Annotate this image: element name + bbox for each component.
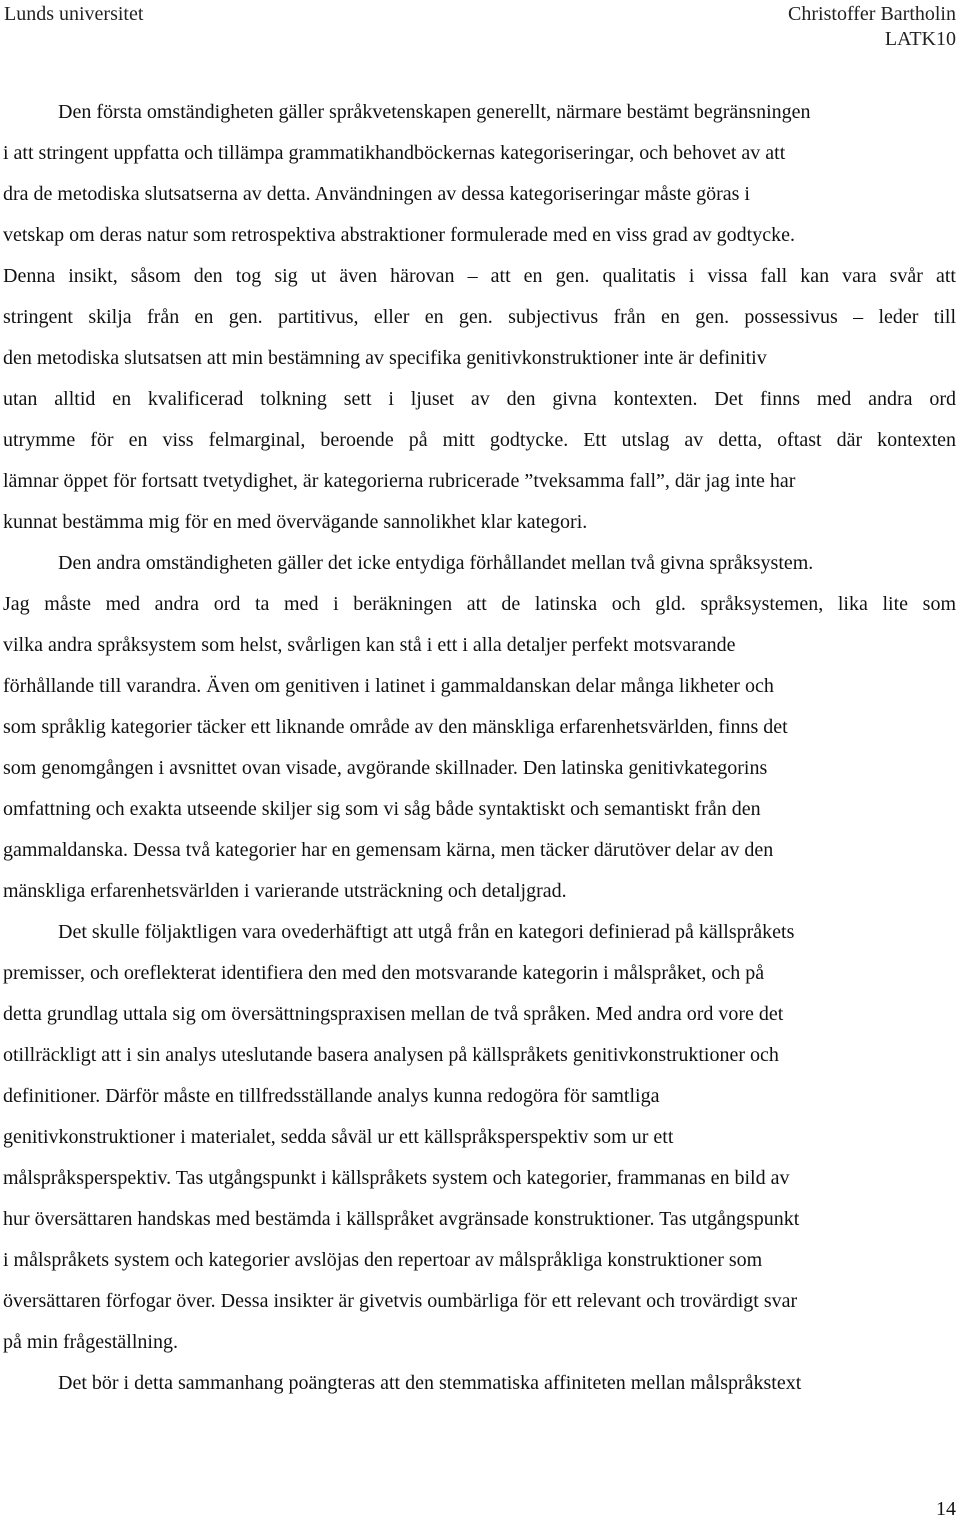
text-line: stringent skilja från en gen. partitivus, eller en gen. subjectivus från en gen. possessivus – leder till — [3, 306, 956, 328]
text-line: översättaren förfogar över. Dessa insikter är givetvis oumbärliga för ett relevant och trovärdigt svar — [3, 1290, 798, 1312]
text-line: premisser, och oreflekterat identifiera den med den motsvarande kategorin i målspråket, och på — [3, 962, 765, 984]
body-text — [3, 92, 956, 1404]
text-line: målspråksperspektiv. Tas utgångspunkt i källspråkets system och kategorier, frammanas en bild av — [3, 1167, 790, 1189]
text-line: genitivkonstruktioner i materialet, sedda såväl ur ett källspråksperspektiv som ur ett — [3, 1126, 674, 1148]
text-line: mänskliga erfarenhetsvärlden i varierande utsträckning och detaljgrad. — [3, 880, 567, 902]
text-line: vetskap om deras natur som retrospektiva abstraktioner formulerade med en viss grad av godtycke. — [3, 224, 795, 246]
page-number: 14 — [936, 1498, 956, 1520]
header-institution: Lunds universitet — [4, 3, 144, 25]
text-line: som genomgången i avsnittet ovan visade, avgörande skillnader. Den latinska genitivkategorins — [3, 757, 768, 779]
text-line: utrymme för en viss felmarginal, beroende på mitt godtycke. Ett utslag av detta, oftast där kontexten — [3, 429, 956, 451]
text-line: Jag måste med andra ord ta med i beräkningen att de latinska och gld. språksystemen, lika lite som — [3, 593, 956, 615]
text-line: Det bör i detta sammanhang poängteras att den stemmatiska affiniteten mellan målspråkstext — [58, 1372, 802, 1394]
text-line: vilka andra språksystem som helst, svårligen kan stå i ett i alla detaljer perfekt motsvarande — [3, 634, 736, 656]
text-line: förhållande till varandra. Även om genitiven i latinet i gammaldanskan delar många likheter och — [3, 675, 774, 697]
text-line: otillräckligt att i sin analys uteslutande basera analysen på källspråkets genitivkonstruktioner och — [3, 1044, 779, 1066]
text-line: detta grundlag uttala sig om översättningspraxisen mellan de två språken. Med andra ord vore det — [3, 1003, 784, 1025]
text-line: utan alltid en kvalificerad tolkning sett i ljuset av den givna kontexten. Det finns med andra ord — [3, 388, 956, 410]
text-line: i att stringent uppfatta och tillämpa grammatikhandböckernas kategoriseringar, och behovet av att — [3, 142, 786, 164]
header-course: LATK10 — [884, 28, 956, 50]
text-line: Den andra omständigheten gäller det icke entydiga förhållandet mellan två givna språksystem. — [58, 552, 814, 574]
text-line: definitioner. Därför måste en tillfredsställande analys kunna redogöra för samtliga — [3, 1085, 660, 1107]
text-line: på min frågeställning. — [3, 1331, 178, 1353]
text-line: lämnar öppet för fortsatt tvetydighet, är kategorierna rubricerade ”tveksamma fall”, där jag inte har — [3, 470, 796, 492]
text-line: kunnat bestämma mig för en med övervägande sannolikhet klar kategori. — [3, 511, 588, 533]
text-line: gammaldanska. Dessa två kategorier har en gemensam kärna, men täcker därutöver delar av den — [3, 839, 774, 861]
text-line: i målspråkets system och kategorier avslöjas den repertoar av målspråkliga konstruktioner som — [3, 1249, 763, 1271]
text-line: Den första omständigheten gäller språkvetenskapen generellt, närmare bestämt begränsningen — [58, 101, 811, 123]
text-line: dra de metodiska slutsatserna av detta. Användningen av dessa kategoriseringar måste göras i — [3, 183, 750, 205]
text-line: den metodiska slutsatsen att min bestämning av specifika genitivkonstruktioner inte är definitiv — [3, 347, 767, 369]
text-line: hur översättaren handskas med bestämda i källspråket avgränsade konstruktioner. Tas utgångspunkt — [3, 1208, 800, 1230]
header-author: Christoffer Bartholin — [788, 3, 956, 25]
text-line: Det skulle följaktligen vara ovederhäftigt att utgå från en kategori definierad på källspråkets — [58, 921, 795, 943]
text-line: Denna insikt, såsom den tog sig ut även härovan – att en gen. qualitatis i vissa fall kan vara svår att — [3, 265, 956, 287]
text-line: omfattning och exakta utseende skiljer sig som vi såg både syntaktiskt och semantiskt från den — [3, 798, 761, 820]
text-line: som språklig kategorier täcker ett liknande område av den mänskliga erfarenhetsvärlden, finns det — [3, 716, 788, 738]
